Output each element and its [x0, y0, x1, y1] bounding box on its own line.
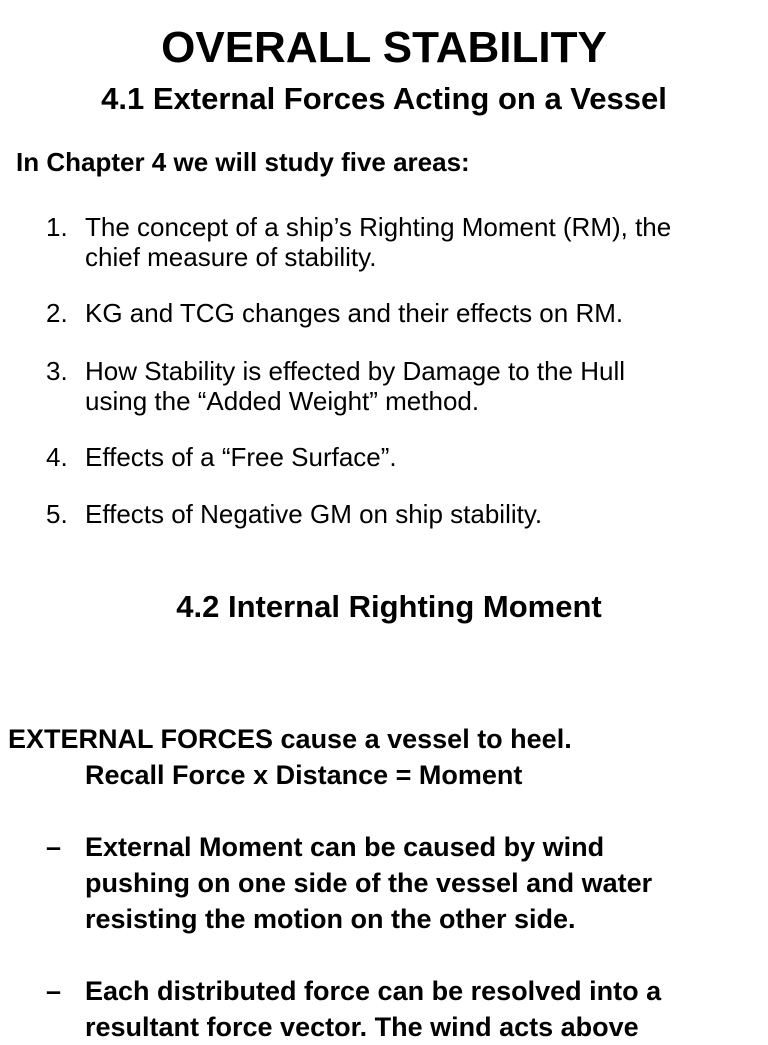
list-number: 5. — [46, 499, 68, 529]
dash-bullet-icon: – — [46, 832, 62, 862]
list-number: 1. — [46, 212, 68, 242]
list-item-text: Effects of Negative GM on ship stability. — [85, 499, 543, 529]
list-item-text: How Stability is effected by Damage to the Hull — [85, 356, 626, 386]
list-item-text: using the “Added Weight” method. — [85, 386, 480, 416]
list-item-text: The concept of a ship’s Righting Moment (RM), the — [85, 212, 672, 242]
bullet-text: External Moment can be caused by wind — [85, 832, 605, 862]
bullet-text: resisting the motion on the other side. — [85, 904, 576, 934]
bullet-text: Each distributed force can be resolved into a — [85, 976, 662, 1006]
bullet-text: resultant force vector. The wind acts above — [85, 1012, 639, 1042]
section-heading-4-2: 4.2 Internal Righting Moment — [176, 589, 602, 624]
external-forces-statement: EXTERNAL FORCES cause a vessel to heel. — [8, 724, 572, 754]
dash-bullet-icon: – — [46, 976, 62, 1006]
moment-formula: Recall Force x Distance = Moment — [85, 760, 523, 790]
bullet-text: pushing on one side of the vessel and water — [85, 868, 653, 898]
page-title: OVERALL STABILITY — [161, 23, 607, 72]
list-item-text: chief measure of stability. — [85, 242, 377, 272]
list-number: 2. — [46, 298, 68, 328]
list-item-text: KG and TCG changes and their effects on RM. — [85, 298, 624, 328]
list-number: 4. — [46, 442, 68, 472]
list-number: 3. — [46, 356, 68, 386]
section-heading-4-1: 4.1 External Forces Acting on a Vessel — [101, 81, 667, 116]
list-item-text: Effects of a “Free Surface”. — [85, 442, 397, 472]
chapter-intro: In Chapter 4 we will study five areas: — [16, 147, 470, 177]
